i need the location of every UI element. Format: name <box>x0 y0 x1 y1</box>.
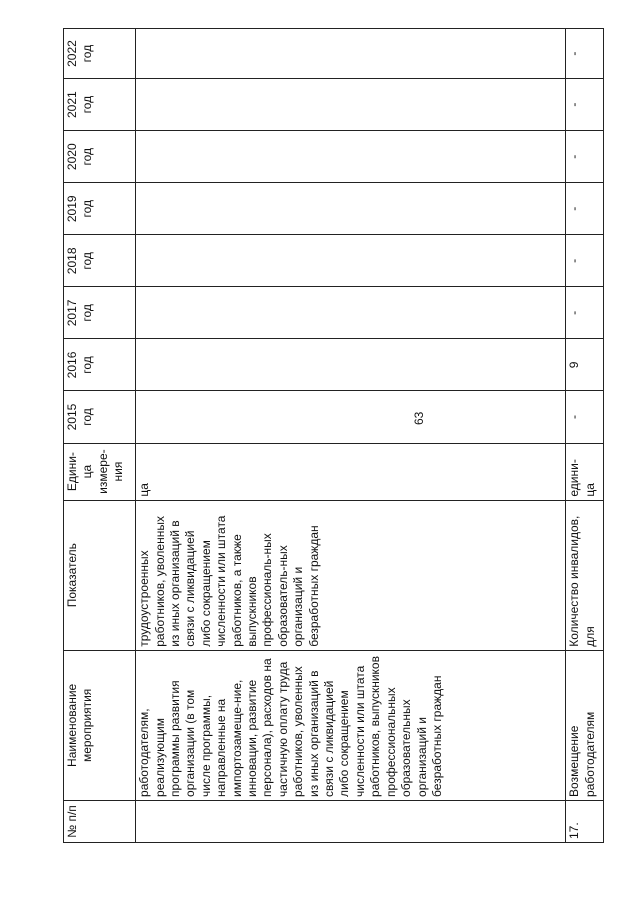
year-value <box>136 339 566 391</box>
year-value: - <box>566 183 604 235</box>
header-year: 2015 год <box>64 391 136 443</box>
header-year: 2022 год <box>64 29 136 79</box>
header-indicator: Показатель <box>64 500 136 650</box>
year-value <box>136 183 566 235</box>
rotated-table-container <box>63 28 604 843</box>
year-value <box>136 235 566 287</box>
table-row <box>566 29 604 843</box>
header-year: 2020 год <box>64 131 136 183</box>
indicator: Количество инвалидов, для <box>566 500 604 650</box>
year-value <box>136 29 566 79</box>
row-num: 17. <box>566 800 604 842</box>
year-value <box>136 287 566 339</box>
year-value: - <box>566 131 604 183</box>
year-value <box>136 131 566 183</box>
unit: ца <box>136 443 566 500</box>
year-value: 9 <box>566 339 604 391</box>
header-row <box>64 29 136 843</box>
header-unit: Едини-ца измере-ния <box>64 443 136 500</box>
row-num <box>136 800 566 842</box>
unit: едини-ца <box>566 443 604 500</box>
year-value: - <box>566 79 604 131</box>
header-num: № п/п <box>64 800 136 842</box>
year-value: - <box>566 391 604 443</box>
indicator: трудоустроенных работников, уволенных из иных организаций в связи с ликвидацией либо сокращением численности или штата работников, а также выпускников профессиональ-ных образователь-ных организаций и безработных граждан <box>136 500 566 650</box>
header-name: Наименование мероприятия <box>64 650 136 800</box>
year-value <box>136 79 566 131</box>
measures-table <box>63 28 604 843</box>
year-value: - <box>566 235 604 287</box>
header-year: 2016 год <box>64 339 136 391</box>
year-value: - <box>566 287 604 339</box>
header-year: 2018 год <box>64 235 136 287</box>
table-row <box>136 29 566 843</box>
header-year: 2017 год <box>64 287 136 339</box>
header-year: 2019 год <box>64 183 136 235</box>
header-year: 2021 год <box>64 79 136 131</box>
year-value: - <box>566 29 604 79</box>
page-number: 63 <box>412 411 426 425</box>
year-value <box>136 391 566 443</box>
measure-name: работодателям, реализующим программы развития организации (в том числе программы, направленные на импортозамеще-ние, инновации, развитие персонала), расходов на частичную оплату труда работников, уволенных из иных организаций в связи с ликвидацией либо сокращением численности или штата работников, выпускников профессиональных образовательных организаций и безработных граждан <box>136 650 566 800</box>
measure-name: Возмещение работодателям <box>566 650 604 800</box>
